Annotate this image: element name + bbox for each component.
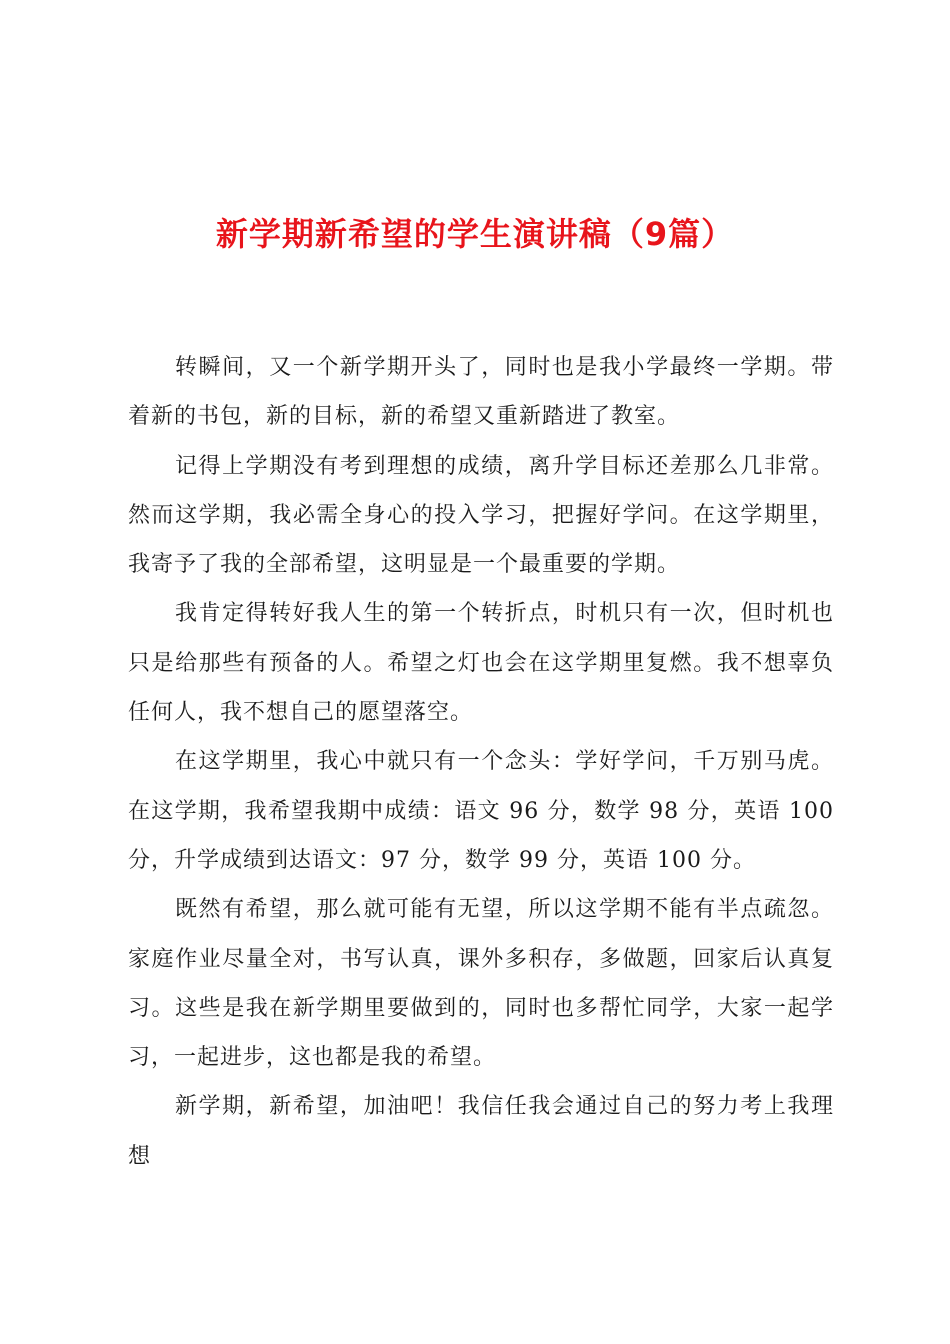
document-body bbox=[128, 343, 834, 1181]
paragraph: 新学期，新希望，加油吧！我信任我会通过自己的努力考上我理想 bbox=[128, 1094, 834, 1169]
paragraph: 转瞬间，又一个新学期开头了，同时也是我小学最终一学期。带着新的书包，新的目标，新的希望又重新踏进了教室。 bbox=[128, 355, 834, 430]
paragraph: 在这学期里，我心中就只有一个念头：学好学问，千万别马虎。在这学期，我希望我期中成绩：语文 96 分，数学 98 分，英语 100 分，升学成绩到达语文：97 分，数学 99 分，英语 100 分。 bbox=[128, 749, 834, 873]
paragraph: 记得上学期没有考到理想的成绩，离升学目标还差那么几非常。然而这学期，我必需全身心的投入学习，把握好学问。在这学期里，我寄予了我的全部希望，这明显是一个最重要的学期。 bbox=[128, 453, 834, 578]
paragraph: 我肯定得转好我人生的第一个转折点，时机只有一次，但时机也只是给那些有预备的人。希望之灯也会在这学期里复燃。我不想辜负任何人，我不想自己的愿望落空。 bbox=[128, 601, 834, 726]
document-title: 新学期新希望的学生演讲稿（9篇） bbox=[215, 215, 735, 253]
paragraph: 既然有希望，那么就可能有无望，所以这学期不能有半点疏忽。家庭作业尽量全对，书写认真，课外多积存，多做题，回家后认真复习。这些是我在新学期里要做到的，同时也多帮忙同学，大家一起学习，一起进步，这也都是我的希望。 bbox=[128, 897, 834, 1071]
